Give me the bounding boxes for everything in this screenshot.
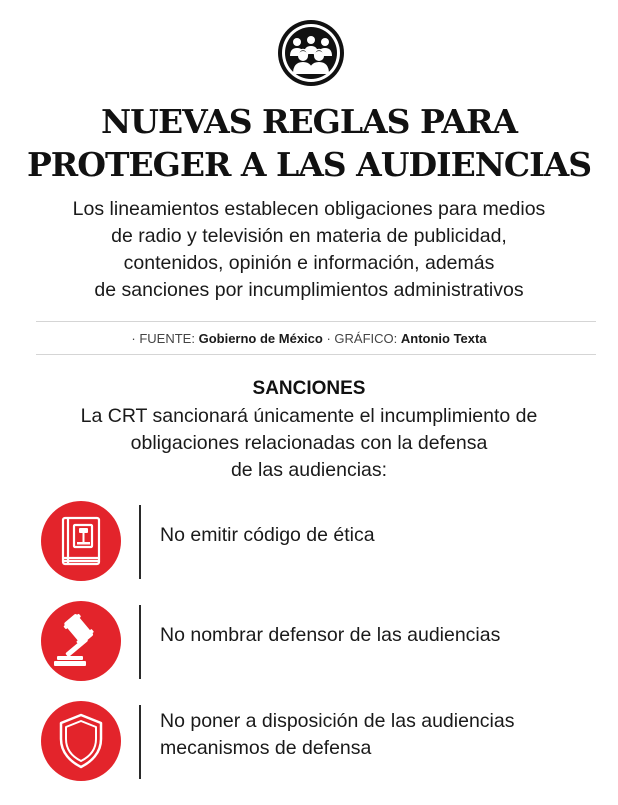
- sanction-text-line: No nombrar defensor de las audiencias: [160, 624, 501, 646]
- credits: [0, 331, 618, 346]
- title-line: NUEVAS REGLAS PARA: [101, 102, 517, 141]
- graphic-value: Antonio Texta: [400, 331, 487, 346]
- source-value: Gobierno de México: [198, 331, 323, 346]
- sanction-text: [160, 622, 590, 649]
- graphic-label: · GRÁFICO:: [326, 331, 398, 346]
- subtitle: [20, 196, 598, 304]
- item-divider: [139, 605, 141, 679]
- subtitle-line: contenidos, opinión e información, además: [123, 252, 495, 274]
- subtitle-line: de radio y televisión en materia de publicidad,: [111, 225, 507, 247]
- sanction-item: [0, 601, 618, 681]
- subtitle-line: Los lineamientos establecen obligaciones para medios: [72, 198, 546, 220]
- ethics-code-book-icon: [41, 501, 121, 581]
- source-label: · FUENTE:: [131, 331, 195, 346]
- subtitle-line: de sanciones por incumplimientos administrativos: [94, 279, 524, 301]
- section-title: SANCIONES: [252, 378, 366, 399]
- sanction-item: [0, 501, 618, 581]
- item-divider: [139, 505, 141, 579]
- shield-icon: [41, 701, 121, 781]
- sanction-text: [160, 708, 590, 762]
- page-title: [0, 100, 618, 186]
- section-text-line: La CRT sancionará únicamente el incumplimiento de: [80, 405, 538, 427]
- sanction-text-line: mecanismos de defensa: [160, 737, 372, 759]
- title-line: PROTEGER A LAS AUDIENCIAS: [26, 145, 592, 184]
- sanction-text-line: No poner a disposición de las audiencias: [160, 710, 515, 732]
- item-divider: [139, 705, 141, 779]
- divider: [36, 321, 596, 322]
- section-text-line: obligaciones relacionadas con la defensa: [130, 432, 488, 454]
- divider: [36, 354, 596, 355]
- sanction-text: [160, 522, 590, 549]
- section-text: [30, 403, 588, 484]
- section-text-line: de las audiencias:: [230, 459, 388, 481]
- audience-group-icon: [276, 18, 346, 88]
- sanction-text-line: No emitir código de ética: [160, 524, 375, 546]
- gavel-icon: [41, 601, 121, 681]
- sanction-item: [0, 701, 618, 781]
